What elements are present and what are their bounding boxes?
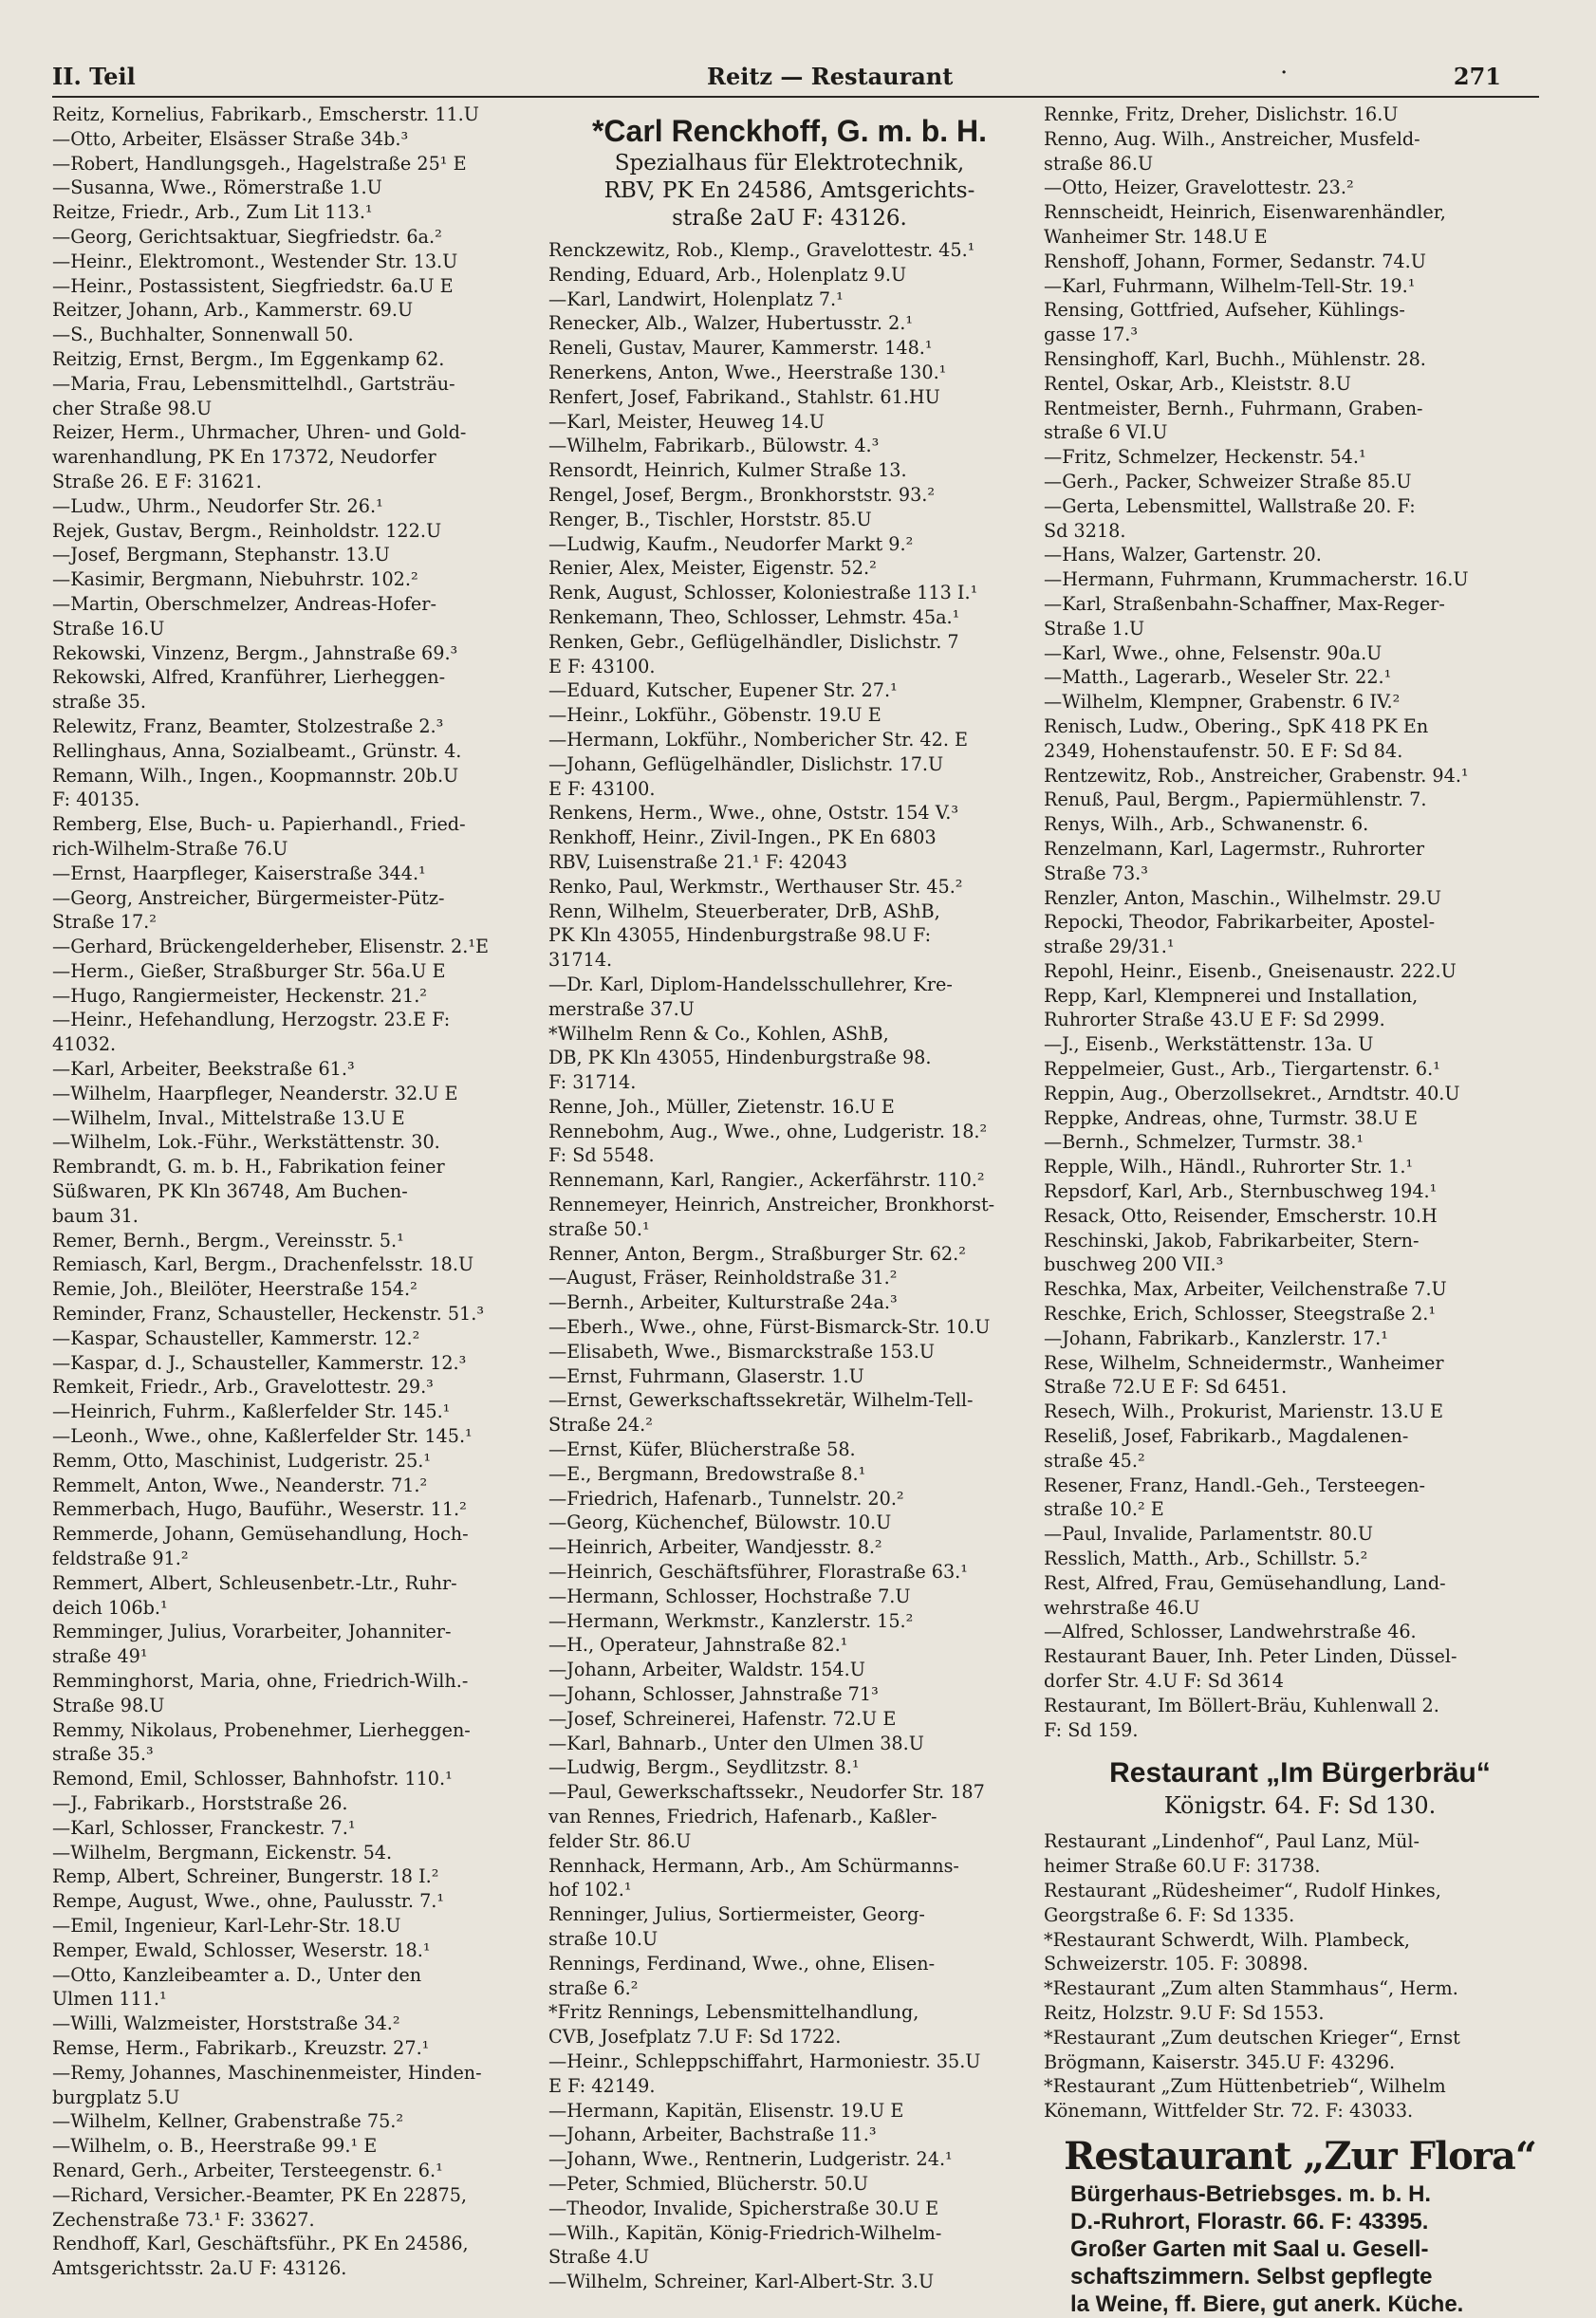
entry-list bbox=[1044, 1829, 1556, 2123]
directory-entry-line: —Remy, Johannes, Maschinenmeister, Hinden- bbox=[52, 2061, 482, 2084]
directory-entry-line: —Leonh., Wwe., ohne, Kaßlerfelder Str. 145.¹ bbox=[52, 1425, 473, 1448]
directory-entry-line: Rekowski, Vinzenz, Bergm., Jahnstraße 69.³ bbox=[52, 641, 458, 664]
directory-entry-line: van Rennes, Friedrich, Hafenarb., Kaßler- bbox=[548, 1806, 937, 1827]
directory-entry-line: Straße 24.² bbox=[548, 1414, 653, 1437]
directory-entry-line: —Johann, Wwe., Rentnerin, Ludgeristr. 24.¹ bbox=[548, 2148, 953, 2171]
directory-entry-line: Rennemann, Karl, Rangier., Ackerfährstr. 110.² bbox=[548, 1169, 985, 1192]
directory-entry-line: —J., Fabrikarb., Horststraße 26. bbox=[52, 1791, 348, 1814]
directory-entry-line: Renfert, Josef, Fabrikand., Stahlstr. 61.HU bbox=[548, 385, 940, 408]
directory-entry-line: Rensordt, Heinrich, Kulmer Straße 13. bbox=[548, 459, 907, 482]
directory-entry-line: CVB, Josefplatz 7.U F: Sd 1722. bbox=[548, 2026, 842, 2049]
directory-entry-line: Reppin, Aug., Oberzollsekret., Arndtstr. 40.U bbox=[1044, 1082, 1460, 1104]
directory-entry-line: RBV, Luisenstraße 21.¹ F: 42043 bbox=[548, 850, 848, 873]
directory-entry-line: Reminder, Franz, Schausteller, Heckenstr. 51.³ bbox=[52, 1303, 485, 1326]
directory-entry-line: Rentel, Oskar, Arb., Kleiststr. 8.U bbox=[1044, 372, 1351, 395]
directory-entry-line: —Matth., Lagerarb., Weseler Str. 22.¹ bbox=[1044, 666, 1392, 689]
directory-entry-line: straße 35. bbox=[52, 691, 146, 714]
directory-entry-line: —Wilhelm, Inval., Mittelstraße 13.U E bbox=[52, 1106, 405, 1129]
header-section: II. Teil bbox=[52, 63, 136, 90]
directory-entry-line: Renuß, Paul, Bergm., Papiermühlenstr. 7. bbox=[1044, 788, 1427, 811]
directory-entry-line: Reseliß, Josef, Fabrikarb., Magdalenen- bbox=[1044, 1425, 1409, 1448]
directory-entry-line: Rennebohm, Aug., Wwe., ohne, Ludgeristr. 18.² bbox=[548, 1120, 988, 1142]
directory-entry-line: Reitzig, Ernst, Bergm., Im Eggenkamp 62. bbox=[52, 347, 445, 370]
directory-entry-line: —August, Fräser, Reinholdstraße 31.² bbox=[548, 1267, 898, 1289]
directory-entry-line: Straße 72.U E F: Sd 6451. bbox=[1044, 1376, 1288, 1399]
directory-entry-line: Reschke, Erich, Schlosser, Steegstraße 2.¹ bbox=[1044, 1303, 1437, 1326]
directory-entry-line: felder Str. 86.U bbox=[548, 1829, 692, 1852]
directory-entry-line: —J., Eisenb., Werkstättenstr. 13a. U bbox=[1044, 1033, 1374, 1056]
directory-entry-line: baum 31. bbox=[52, 1204, 139, 1227]
advert-line: Großer Garten mit Saal u. Gesell- bbox=[1070, 2235, 1429, 2262]
directory-entry-line: wehrstraße 46.U bbox=[1044, 1596, 1200, 1619]
directory-entry-line: —Robert, Handlungsgeh., Hagelstraße 25¹ E bbox=[52, 152, 467, 175]
directory-entry-line: 31714. bbox=[548, 949, 613, 972]
directory-entry-line: Rennings, Ferdinand, Wwe., ohne, Elisen- bbox=[548, 1952, 936, 1975]
advert-line: RBV, PK En 24586, Amtsgerichts- bbox=[603, 178, 975, 203]
entry-list bbox=[548, 238, 1030, 2294]
directory-entry-line: Straße 16.U bbox=[52, 617, 165, 640]
advert-buergerbraeu-title: Restaurant „Im Bürgerbräu“ bbox=[1109, 1757, 1491, 1789]
directory-entry-line: Remmy, Nikolaus, Probenehmer, Lierheggen- bbox=[52, 1718, 471, 1741]
directory-entry-line: straße 6 VI.U bbox=[1044, 421, 1168, 444]
directory-entry-line: —Heinr., Postassistent, Siegfriedstr. 6a.U E bbox=[52, 274, 454, 297]
directory-entry-line: straße 49¹ bbox=[52, 1645, 148, 1668]
directory-entry-line: Renkhoff, Heinr., Zivil-Ingen., PK En 6803 bbox=[548, 826, 937, 849]
directory-entry-line: —Hermann, Fuhrmann, Krummacherstr. 16.U bbox=[1044, 568, 1469, 591]
directory-entry-line: straße 35.³ bbox=[52, 1743, 154, 1766]
advert-renckhoff bbox=[548, 112, 1030, 232]
directory-entry-line: *Wilhelm Renn & Co., Kohlen, AShB, bbox=[548, 1022, 889, 1045]
directory-entry-line: F: 31714. bbox=[548, 1071, 637, 1094]
directory-entry-line: —Karl, Wwe., ohne, Felsenstr. 90a.U bbox=[1044, 641, 1383, 664]
directory-entry-line: Remm, Otto, Maschinist, Ludgeristr. 25.¹ bbox=[52, 1449, 432, 1472]
directory-entry-line: Straße 4.U bbox=[548, 2246, 650, 2269]
directory-entry-line: —Johann, Arbeiter, Waldstr. 154.U bbox=[548, 1659, 865, 1681]
directory-entry-line: Rennscheidt, Heinrich, Eisenwarenhändler, bbox=[1044, 201, 1446, 224]
directory-entry-line: Rentzewitz, Rob., Anstreicher, Grabenstr. 94.¹ bbox=[1044, 764, 1469, 787]
directory-entry-line: Reschka, Max, Arbeiter, Veilchenstraße 7.U bbox=[1044, 1278, 1447, 1301]
directory-entry-line: —Wilhelm, o. B., Heerstraße 99.¹ E bbox=[52, 2135, 378, 2158]
directory-entry-line: Rennhack, Hermann, Arb., Am Schürmanns- bbox=[548, 1854, 959, 1877]
directory-entry-line: *Restaurant Schwerdt, Wilh. Plambeck, bbox=[1044, 1928, 1410, 1951]
directory-entry-line: —Ernst, Haarpfleger, Kaiserstraße 344.¹ bbox=[52, 862, 426, 884]
directory-entry-line: Rejek, Gustav, Bergm., Reinholdstr. 122.U bbox=[52, 519, 442, 542]
directory-entry-line: Ulmen 111.¹ bbox=[52, 1988, 167, 2011]
directory-entry-line: *Restaurant „Zum alten Stammhaus“, Herm. bbox=[1044, 1977, 1458, 2000]
directory-entry-line: —Hans, Walzer, Gartenstr. 20. bbox=[1044, 544, 1322, 566]
directory-entry-line: —E., Bergmann, Bredowstraße 8.¹ bbox=[548, 1462, 866, 1485]
column-right bbox=[1044, 102, 1556, 2318]
directory-entry-line: —Hermann, Lokführ., Nombericher Str. 42. E bbox=[548, 728, 969, 751]
directory-entry-line: —Gerta, Lebensmittel, Wallstraße 20. F: bbox=[1044, 494, 1416, 517]
directory-entry-line: —Heinr., Schleppschiffahrt, Harmoniestr. 35.U bbox=[548, 2049, 981, 2072]
entry-list bbox=[1044, 102, 1556, 1742]
directory-entry-line: Renne, Joh., Müller, Zietenstr. 16.U E bbox=[548, 1095, 895, 1118]
directory-entry-line: —Ludw., Uhrm., Neudorfer Str. 26.¹ bbox=[52, 494, 383, 517]
directory-entry-line: —Heinr., Lokführ., Göbenstr. 19.U E bbox=[548, 704, 882, 727]
directory-entry-line: —Johann, Schlosser, Jahnstraße 71³ bbox=[548, 1683, 879, 1706]
directory-entry-line: E F: 42149. bbox=[548, 2074, 656, 2097]
advert-zur-flora-title: Restaurant „Zur Flora“ bbox=[1064, 2133, 1536, 2179]
directory-entry-line: Rekowski, Alfred, Kranführer, Lierheggen- bbox=[52, 666, 446, 689]
directory-entry-line: straße 50.¹ bbox=[548, 1217, 650, 1240]
directory-entry-line: Renko, Paul, Werkmstr., Werthauser Str. 45.² bbox=[548, 875, 963, 898]
directory-entry-line: —Wilhelm, Fabrikarb., Bülowstr. 4.³ bbox=[548, 435, 880, 457]
directory-entry-line: Restaurant, Im Böllert-Bräu, Kuhlenwall 2. bbox=[1044, 1694, 1439, 1716]
directory-entry-line: Renner, Anton, Bergm., Straßburger Str. 62.² bbox=[548, 1242, 966, 1265]
directory-entry-line: *Restaurant „Zum deutschen Krieger“, Ernst bbox=[1044, 2026, 1460, 2049]
directory-entry-line: deich 106b.¹ bbox=[52, 1596, 168, 1619]
directory-entry-line: Reitzer, Johann, Arb., Kammerstr. 69.U bbox=[52, 299, 414, 322]
directory-entry-line: Renys, Wilh., Arb., Schwanenstr. 6. bbox=[1044, 813, 1369, 836]
header-range: Reitz — Restaurant bbox=[707, 63, 954, 90]
directory-entry-line: Rellinghaus, Anna, Sozialbeamt., Grünstr. 4. bbox=[52, 739, 462, 762]
directory-entry-line: —Otto, Kanzleibeamter a. D., Unter den bbox=[52, 1963, 422, 1986]
directory-entry-line: Renger, B., Tischler, Horststr. 85.U bbox=[548, 508, 872, 530]
directory-entry-line: —Karl, Straßenbahn-Schaffner, Max-Reger- bbox=[1044, 592, 1445, 615]
directory-entry-line: Reneli, Gustav, Maurer, Kammerstr. 148.¹ bbox=[548, 337, 933, 360]
directory-entry-line: —Wilhelm, Haarpfleger, Neanderstr. 32.U E bbox=[52, 1082, 458, 1104]
directory-entry-line: Straße 73.³ bbox=[1044, 862, 1148, 884]
directory-entry-line: 41032. bbox=[52, 1033, 117, 1056]
directory-entry-line: Rengel, Josef, Bergm., Bronkhorststr. 93.² bbox=[548, 483, 936, 506]
directory-entry-line: Renzelmann, Karl, Lagermstr., Ruhrorter bbox=[1044, 837, 1424, 860]
directory-entry-line: Reitz, Holzstr. 9.U F: Sd 1553. bbox=[1044, 2001, 1325, 2024]
directory-entry-line: —Karl, Fuhrmann, Wilhelm-Tell-Str. 19.¹ bbox=[1044, 274, 1416, 297]
directory-entry-line: —Susanna, Wwe., Römerstraße 1.U bbox=[52, 176, 382, 199]
directory-entry-line: Remmerde, Johann, Gemüsehandlung, Hoch- bbox=[52, 1523, 469, 1546]
directory-entry-line: —Hugo, Rangiermeister, Heckenstr. 21.² bbox=[52, 984, 427, 1007]
directory-entry-line: —Wilhelm, Lok.-Führ., Werkstättenstr. 30. bbox=[52, 1131, 440, 1154]
directory-entry-line: Reppelmeier, Gust., Arb., Tiergartenstr. 6.¹ bbox=[1044, 1058, 1440, 1081]
directory-entry-line: Rembrandt, G. m. b. H., Fabrikation feiner bbox=[52, 1156, 445, 1178]
directory-entry-line: Relewitz, Franz, Beamter, Stolzestraße 2.³ bbox=[52, 714, 444, 737]
directory-entry-line: —Richard, Versicher.-Beamter, PK En 22875, bbox=[52, 2183, 468, 2206]
directory-entry-line: feldstraße 91.² bbox=[52, 1548, 189, 1570]
directory-entry-line: —Johann, Arbeiter, Bachstraße 11.³ bbox=[548, 2123, 877, 2146]
advert-line: schaftszimmern. Selbst gepflegte bbox=[1070, 2263, 1433, 2290]
directory-entry-line: —Wilhelm, Schreiner, Karl-Albert-Str. 3.U bbox=[548, 2271, 935, 2293]
directory-entry-line: Remp, Albert, Schreiner, Bungerstr. 18 I.² bbox=[52, 1865, 439, 1888]
directory-entry-line: —Emil, Ingenieur, Karl-Lehr-Str. 18.U bbox=[52, 1914, 401, 1937]
directory-entry-line: —Ludwig, Bergm., Seydlitzstr. 8.¹ bbox=[548, 1756, 860, 1779]
directory-entry-line: —Maria, Frau, Lebensmittelhdl., Gartsträu- bbox=[52, 372, 455, 395]
directory-entry-line: —Gerhard, Brückengelderheber, Elisenstr. 2.¹E bbox=[52, 936, 490, 958]
directory-entry-line: Remann, Wilh., Ingen., Koopmannstr. 20b.U bbox=[52, 764, 459, 787]
directory-entry-line: —Georg, Gerichtsaktuar, Siegfriedstr. 6a.² bbox=[52, 225, 442, 248]
directory-entry-line: Rending, Eduard, Arb., Holenplatz 9.U bbox=[548, 263, 907, 286]
directory-entry-line: —Heinr., Elektromont., Westender Str. 13.U bbox=[52, 250, 458, 272]
directory-entry-line: Remmert, Albert, Schleusenbetr.-Ltr., Ruhr- bbox=[52, 1571, 457, 1594]
directory-entry-line: Wanheimer Str. 148.U E bbox=[1044, 225, 1268, 248]
directory-entry-line: Schweizerstr. 105. F: 30898. bbox=[1044, 1953, 1308, 1975]
directory-entry-line: Rese, Wilhelm, Schneidermstr., Wanheimer bbox=[1044, 1351, 1444, 1374]
directory-entry-line: heimer Straße 60.U F: 31738. bbox=[1044, 1855, 1321, 1878]
directory-entry-line: —Peter, Schmied, Blücherstr. 50.U bbox=[548, 2172, 869, 2195]
directory-entry-line: Remie, Joh., Bleilöter, Heerstraße 154.² bbox=[52, 1278, 418, 1301]
directory-entry-line: straße 10.U bbox=[548, 1927, 659, 1950]
directory-entry-line: Rentmeister, Bernh., Fuhrmann, Graben- bbox=[1044, 397, 1423, 419]
directory-entry-line: —Paul, Gewerkschaftssekr., Neudorfer Str. 187 bbox=[548, 1781, 985, 1804]
directory-entry-line: —Heinr., Hefehandlung, Herzogstr. 23.E F: bbox=[52, 1009, 451, 1031]
directory-entry-line: —Georg, Anstreicher, Bürgermeister-Pütz- bbox=[52, 886, 445, 909]
directory-entry-line: Renisch, Ludw., Obering., SpK 418 PK En bbox=[1044, 714, 1429, 737]
directory-entry-line: —Eduard, Kutscher, Eupener Str. 27.¹ bbox=[548, 679, 898, 702]
column-middle bbox=[548, 102, 1030, 2294]
directory-entry-line: Restaurant „Rüdesheimer“, Rudolf Hinkes, bbox=[1044, 1879, 1441, 1901]
directory-entry-line: hof 102.¹ bbox=[548, 1879, 632, 1901]
directory-entry-line: —Wilh., Kapitän, König-Friedrich-Wilhelm- bbox=[548, 2221, 942, 2244]
directory-entry-line: —Elisabeth, Wwe., Bismarckstraße 153.U bbox=[548, 1340, 936, 1363]
directory-entry-line: Straße 17.² bbox=[52, 911, 157, 934]
directory-entry-line: —Gerh., Packer, Schweizer Straße 85.U bbox=[1044, 470, 1412, 492]
directory-entry-line: —Martin, Oberschmelzer, Andreas-Hofer- bbox=[52, 592, 436, 615]
directory-entry-line: straße 86.U bbox=[1044, 152, 1154, 175]
directory-entry-line: straße 45.² bbox=[1044, 1449, 1145, 1472]
directory-entry-line: —Ernst, Fuhrmann, Glaserstr. 1.U bbox=[548, 1364, 864, 1387]
directory-entry-line: Resech, Wilh., Prokurist, Marienstr. 13.U E bbox=[1044, 1400, 1444, 1423]
directory-entry-line: Ruhrorter Straße 43.U E F: Sd 2999. bbox=[1044, 1009, 1385, 1031]
directory-entry-line: —Bernh., Arbeiter, Kulturstraße 24a.³ bbox=[548, 1291, 898, 1314]
directory-entry-line: Remmerbach, Hugo, Bauführ., Weserstr. 11.² bbox=[52, 1498, 467, 1521]
directory-entry-line: Brögmann, Kaiserstr. 345.U F: 43296. bbox=[1044, 2050, 1396, 2073]
directory-entry-line: Repsdorf, Karl, Arb., Sternbuschweg 194.¹ bbox=[1044, 1180, 1438, 1203]
directory-entry-line: Rensinghoff, Karl, Buchh., Mühlenstr. 28. bbox=[1044, 347, 1426, 370]
header-rule bbox=[52, 96, 1539, 98]
directory-entry-line: Renard, Gerh., Arbeiter, Tersteegenstr. 6.¹ bbox=[52, 2159, 443, 2181]
directory-entry-line: —Heinrich, Fuhrm., Kaßlerfelder Str. 145.¹ bbox=[52, 1400, 451, 1423]
directory-entry-line: —Johann, Fabrikarb., Kanzlerstr. 17.¹ bbox=[1044, 1326, 1388, 1349]
directory-entry-line: —Karl, Schlosser, Franckestr. 7.¹ bbox=[52, 1816, 356, 1839]
directory-entry-line: Remmelt, Anton, Wwe., Neanderstr. 71.² bbox=[52, 1474, 428, 1496]
directory-entry-line: Resener, Franz, Handl.-Geh., Tersteegen- bbox=[1044, 1474, 1426, 1496]
directory-entry-line: —Kasimir, Bergmann, Niebuhrstr. 102.² bbox=[52, 568, 418, 591]
directory-entry-line: Renno, Aug. Wilh., Anstreicher, Musfeld- bbox=[1044, 127, 1420, 150]
directory-entry-line: Rempe, August, Wwe., ohne, Paulusstr. 7.¹ bbox=[52, 1890, 445, 1913]
directory-entry-line: —Paul, Invalide, Parlamentstr. 80.U bbox=[1044, 1523, 1374, 1546]
directory-entry-line: —Ludwig, Kaufm., Neudorfer Markt 9.² bbox=[548, 532, 914, 555]
directory-entry-line: dorfer Str. 4.U F: Sd 3614 bbox=[1044, 1670, 1284, 1692]
directory-entry-line: Reitz, Kornelius, Fabrikarb., Emscherstr. 11.U bbox=[52, 103, 479, 125]
directory-entry-line: —Theodor, Invalide, Spicherstraße 30.U E bbox=[548, 2197, 939, 2219]
directory-entry-line: —Wilhelm, Kellner, Grabenstraße 75.² bbox=[52, 2110, 404, 2133]
directory-entry-line: Rennemeyer, Heinrich, Anstreicher, Bronkhorst- bbox=[548, 1194, 995, 1216]
directory-entry-line: Rendhoff, Karl, Geschäftsführ., PK En 24586, bbox=[52, 2233, 469, 2255]
directory-entry-line: —Kaspar, Schausteller, Kammerstr. 12.² bbox=[52, 1326, 420, 1349]
directory-entry-line: Rest, Alfred, Frau, Gemüsehandlung, Land- bbox=[1044, 1571, 1446, 1594]
directory-entry-line: Resack, Otto, Reisender, Emscherstr. 10.H bbox=[1044, 1204, 1438, 1227]
directory-entry-line: Renkens, Herm., Wwe., ohne, Oststr. 154 V.³ bbox=[548, 802, 959, 825]
directory-entry-line: Reppke, Andreas, ohne, Turmstr. 38.U E bbox=[1044, 1106, 1419, 1129]
advert-line: la Weine, ff. Biere, gut anerk. Küche. bbox=[1070, 2290, 1464, 2317]
directory-entry-line: —Josef, Bergmann, Stephanstr. 13.U bbox=[52, 544, 390, 566]
directory-entry-line: Remiasch, Karl, Bergm., Drachenfelsstr. 18.U bbox=[52, 1253, 474, 1276]
directory-entry-line: Repocki, Theodor, Fabrikarbeiter, Apostel- bbox=[1044, 911, 1436, 934]
directory-entry-line: Süßwaren, PK Kln 36748, Am Buchen- bbox=[52, 1180, 408, 1203]
directory-entry-line: Straße 1.U bbox=[1044, 617, 1145, 640]
column-left bbox=[52, 102, 544, 2281]
directory-entry-line: —Fritz, Schmelzer, Heckenstr. 54.¹ bbox=[1044, 446, 1366, 469]
directory-entry-line: PK Kln 43055, Hindenburgstraße 98.U F: bbox=[548, 924, 932, 947]
directory-entry-line: —Karl, Arbeiter, Beekstraße 61.³ bbox=[52, 1058, 355, 1081]
directory-entry-line: —Otto, Arbeiter, Elsässer Straße 34b.³ bbox=[52, 127, 409, 150]
directory-entry-line: F: 40135. bbox=[52, 788, 140, 811]
directory-entry-line: cher Straße 98.U bbox=[52, 397, 213, 419]
directory-entry-line: Rennke, Fritz, Dreher, Dislichstr. 16.U bbox=[1044, 103, 1399, 125]
directory-entry-line: Georgstraße 6. F: Sd 1335. bbox=[1044, 1903, 1295, 1926]
directory-entry-line: Repp, Karl, Klempnerei und Installation, bbox=[1044, 984, 1419, 1007]
advert-line: Spezialhaus für Elektrotechnik, bbox=[614, 151, 965, 176]
directory-entry-line: Renier, Alex, Meister, Eigenstr. 52.² bbox=[548, 557, 877, 580]
directory-entry-line: Repohl, Heinr., Eisenb., Gneisenaustr. 222.U bbox=[1044, 959, 1457, 982]
directory-entry-line: gasse 17.³ bbox=[1044, 324, 1139, 346]
directory-entry-line: Könemann, Wittfelder Str. 72. F: 43033. bbox=[1044, 2100, 1414, 2123]
directory-entry-line: —S., Buchhalter, Sonnenwall 50. bbox=[52, 324, 354, 346]
directory-entry-line: Straße 26. E F: 31621. bbox=[52, 470, 262, 492]
page-header bbox=[52, 63, 1501, 101]
directory-entry-line: straße 10.² E bbox=[1044, 1498, 1164, 1521]
directory-entry-line: —Alfred, Schlosser, Landwehrstraße 46. bbox=[1044, 1621, 1417, 1643]
directory-entry-line: 2349, Hohenstaufenstr. 50. E F: Sd 84. bbox=[1044, 739, 1403, 762]
directory-entry-line: —Josef, Schreinerei, Hafenstr. 72.U E bbox=[548, 1707, 897, 1730]
directory-entry-line: —H., Operateur, Jahnstraße 82.¹ bbox=[548, 1634, 848, 1657]
directory-entry-line: Remer, Bernh., Bergm., Vereinsstr. 5.¹ bbox=[52, 1229, 404, 1252]
directory-entry-line: DB, PK Kln 43055, Hindenburgstraße 98. bbox=[548, 1047, 932, 1069]
directory-entry-line: Renninger, Julius, Sortiermeister, Georg- bbox=[548, 1903, 925, 1926]
directory-entry-line: Renerkens, Anton, Wwe., Heerstraße 130.¹ bbox=[548, 361, 947, 383]
directory-entry-line: Renkemann, Theo, Schlosser, Lehmstr. 45a.¹ bbox=[548, 605, 960, 628]
directory-entry-line: Remminger, Julius, Vorarbeiter, Johanniter- bbox=[52, 1621, 452, 1643]
directory-entry-line: —Ernst, Küfer, Blücherstraße 58. bbox=[548, 1438, 856, 1461]
directory-entry-line: Amtsgerichtsstr. 2a.U F: 43126. bbox=[52, 2257, 347, 2280]
directory-entry-line: E F: 43100. bbox=[548, 777, 656, 800]
advert-line: D.-Ruhrort, Florastr. 66. F: 43395. bbox=[1070, 2208, 1429, 2235]
directory-entry-line: Reitze, Friedr., Arb., Zum Lit 113.¹ bbox=[52, 201, 373, 224]
directory-entry-line: Zechenstraße 73.¹ F: 33627. bbox=[52, 2208, 315, 2231]
directory-entry-line: Renn, Wilhelm, Steuerberater, DrB, AShB, bbox=[548, 899, 940, 922]
header-mark: · bbox=[1281, 63, 1288, 83]
directory-entry-line: —Herm., Gießer, Straßburger Str. 56a.U E bbox=[52, 959, 446, 982]
directory-entry-line: —Otto, Heizer, Gravelottestr. 23.² bbox=[1044, 176, 1354, 199]
directory-entry-line: burgplatz 5.U bbox=[52, 2086, 180, 2108]
directory-entry-line: —Dr. Karl, Diplom-Handelsschullehrer, Kre- bbox=[548, 973, 953, 995]
directory-entry-line: Repple, Wilh., Händl., Ruhrorter Str. 1.¹ bbox=[1044, 1156, 1414, 1178]
directory-entry-line: Sd 3218. bbox=[1044, 519, 1126, 542]
directory-entry-line: Restaurant Bauer, Inh. Peter Linden, Düssel- bbox=[1044, 1645, 1457, 1668]
directory-entry-line: Remse, Herm., Fabrikarb., Kreuzstr. 27.¹ bbox=[52, 2036, 430, 2059]
advert-buergerbraeu bbox=[1044, 1755, 1556, 1820]
directory-entry-line: Renk, August, Schlosser, Koloniestraße 113 I.¹ bbox=[548, 582, 978, 604]
directory-entry-line: Rensing, Gottfried, Aufseher, Kühlings- bbox=[1044, 299, 1405, 322]
directory-entry-line: —Kaspar, d. J., Schausteller, Kammerstr. 12.³ bbox=[52, 1351, 467, 1374]
directory-entry-line: —Willi, Walzmeister, Horststraße 34.² bbox=[52, 2012, 400, 2035]
advert-line: Königstr. 64. F: Sd 130. bbox=[1163, 1792, 1437, 1820]
directory-entry-line: straße 29/31.¹ bbox=[1044, 936, 1175, 958]
directory-entry-line: buschweg 200 VII.³ bbox=[1044, 1253, 1224, 1276]
directory-entry-line: —Wilhelm, Klempner, Grabenstr. 6 IV.² bbox=[1044, 691, 1401, 714]
directory-entry-line: Renecker, Alb., Walzer, Hubertusstr. 2.¹ bbox=[548, 312, 914, 335]
directory-entry-line: warenhandlung, PK En 17372, Neudorfer bbox=[52, 446, 436, 469]
directory-entry-line: —Eberh., Wwe., ohne, Fürst-Bismarck-Str. 10.U bbox=[548, 1316, 991, 1339]
directory-entry-line: *Restaurant „Zum Hüttenbetrieb“, Wilhelm bbox=[1044, 2075, 1446, 2098]
directory-entry-line: —Johann, Geflügelhändler, Dislichstr. 17.U bbox=[548, 752, 944, 775]
directory-entry-line: Remkeit, Friedr., Arb., Gravelottestr. 29.³ bbox=[52, 1376, 434, 1399]
directory-entry-line: —Friedrich, Hafenarb., Tunnelstr. 20.² bbox=[548, 1487, 904, 1510]
directory-entry-line: —Heinrich, Arbeiter, Wandjesstr. 8.² bbox=[548, 1536, 882, 1559]
directory-entry-line: —Wilhelm, Bergmann, Eickenstr. 54. bbox=[52, 1841, 393, 1864]
page-number: 271 bbox=[1453, 63, 1501, 90]
directory-entry-line: —Bernh., Schmelzer, Turmstr. 38.¹ bbox=[1044, 1131, 1364, 1154]
advert-renckhoff-title: *Carl Renckhoff, G. m. b. H. bbox=[591, 114, 988, 148]
directory-entry-line: straße 6.² bbox=[548, 1976, 639, 1999]
advert-zur-flora bbox=[1044, 2133, 1556, 2318]
directory-entry-line: Remminghorst, Maria, ohne, Friedrich-Wilh.- bbox=[52, 1670, 469, 1692]
directory-entry-line: —Karl, Meister, Heuweg 14.U bbox=[548, 410, 826, 433]
directory-entry-line: Renshoff, Johann, Former, Sedanstr. 74.U bbox=[1044, 250, 1426, 272]
directory-entry-line: Remberg, Else, Buch- u. Papierhandl., Fried- bbox=[52, 813, 466, 836]
directory-entry-line: Remper, Ewald, Schlosser, Weserstr. 18.¹ bbox=[52, 1938, 431, 1961]
directory-entry-line: Restaurant „Lindenhof“, Paul Lanz, Mül- bbox=[1044, 1830, 1420, 1853]
directory-entry-line: Reizer, Herm., Uhrmacher, Uhren- und Gold- bbox=[52, 421, 467, 444]
directory-entry-line: Resslich, Matth., Arb., Schillstr. 5.² bbox=[1044, 1548, 1368, 1570]
advert-line: straße 2aU F: 43126. bbox=[672, 206, 907, 231]
directory-entry-line: —Hermann, Werkmstr., Kanzlerstr. 15.² bbox=[548, 1609, 914, 1632]
directory-entry-line: F: Sd 5548. bbox=[548, 1144, 655, 1167]
directory-entry-line: rich-Wilhelm-Straße 76.U bbox=[52, 837, 288, 860]
directory-entry-line: E F: 43100. bbox=[548, 655, 656, 677]
directory-entry-line: Renckzewitz, Rob., Klemp., Gravelottestr. 45.¹ bbox=[548, 239, 975, 261]
directory-entry-line: merstraße 37.U bbox=[548, 997, 695, 1020]
directory-entry-line: —Hermann, Kapitän, Elisenstr. 19.U E bbox=[548, 2099, 904, 2122]
directory-entry-line: —Georg, Küchenchef, Bülowstr. 10.U bbox=[548, 1511, 892, 1534]
advert-line: Bürgerhaus-Betriebsges. m. b. H. bbox=[1070, 2180, 1432, 2207]
directory-entry-line: Renken, Gebr., Geflügelhändler, Dislichstr. 7 bbox=[548, 630, 959, 653]
directory-entry-line: *Fritz Rennings, Lebensmittelhandlung, bbox=[548, 2001, 919, 2024]
directory-entry-line: Renzler, Anton, Maschin., Wilhelmstr. 29.U bbox=[1044, 886, 1442, 909]
directory-entry-line: —Karl, Bahnarb., Unter den Ulmen 38.U bbox=[548, 1732, 924, 1754]
directory-entry-line: —Heinrich, Geschäftsführer, Florastraße 63.¹ bbox=[548, 1561, 968, 1584]
directory-entry-line: Remond, Emil, Schlosser, Bahnhofstr. 110.¹ bbox=[52, 1768, 453, 1790]
directory-entry-line: Reschinski, Jakob, Fabrikarbeiter, Stern- bbox=[1044, 1229, 1420, 1252]
directory-entry-line: —Hermann, Schlosser, Hochstraße 7.U bbox=[548, 1585, 911, 1607]
directory-entry-line: —Karl, Landwirt, Holenplatz 7.¹ bbox=[548, 287, 844, 310]
directory-entry-line: Straße 98.U bbox=[52, 1694, 165, 1716]
directory-entry-line: —Ernst, Gewerkschaftssekretär, Wilhelm-Tell- bbox=[548, 1389, 974, 1412]
directory-entry-line: F: Sd 159. bbox=[1044, 1718, 1139, 1741]
